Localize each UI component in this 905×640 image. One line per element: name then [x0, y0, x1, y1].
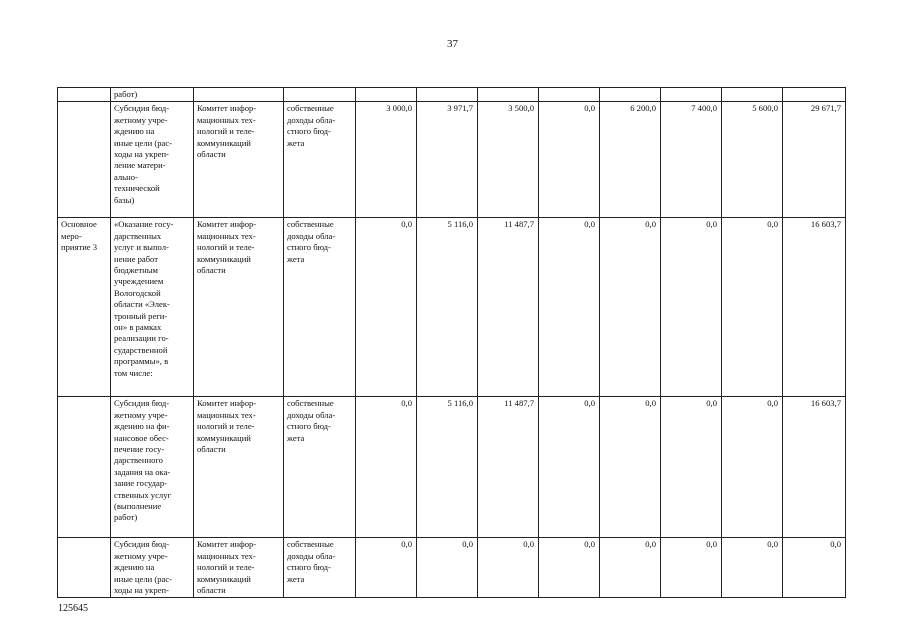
funding-source-cell-line: стного бюд-: [287, 421, 331, 432]
funding-source-cell-line: доходы обла-: [287, 114, 336, 125]
total-value-cell: [783, 88, 846, 102]
funding-source-cell-line: жета: [287, 253, 305, 264]
executor-cell-line: Комитет инфор-: [197, 103, 257, 114]
table-row: [58, 102, 846, 218]
funding-source-cell: [284, 538, 356, 598]
measure-name-cell-line: ственных услуг: [114, 489, 172, 500]
funding-source-cell: [284, 102, 356, 218]
measure-name-cell-line: ждению на: [114, 562, 155, 573]
measure-name-cell-line: нение работ: [114, 253, 158, 264]
document-id: 125645: [58, 603, 88, 614]
executor-cell-line: Комитет инфор-: [197, 539, 257, 550]
amount-cell: 0,0: [722, 538, 783, 598]
table-body: [58, 88, 846, 598]
executor-cell: [194, 102, 284, 218]
executor-cell-line: мационных тех-: [197, 550, 256, 561]
executor-cell-line: коммуникаций: [197, 573, 251, 584]
measure-name-cell-line: ждению на фи-: [114, 421, 170, 432]
amount-cell: 0,0: [356, 218, 417, 397]
measure-name-cell-line: Субсидия бюд-: [114, 539, 170, 550]
amount-cell: 0,0: [661, 397, 722, 538]
amount-cell: 0,0: [661, 218, 722, 397]
table-row: [58, 88, 846, 102]
measure-name-cell: [111, 397, 194, 538]
measure-name-cell-line: базы): [114, 194, 135, 205]
amount-cell: 11 487,7: [478, 397, 539, 538]
measure-name-cell-line: Субсидия бюд-: [114, 398, 170, 409]
measure-name-cell-line: зание государ-: [114, 478, 167, 489]
total-value-cell: 16 603,7: [783, 397, 846, 538]
executor-cell-line: коммуникаций: [197, 253, 251, 264]
measure-name-cell-line: он» в рамках: [114, 322, 162, 333]
table-row: [58, 538, 846, 598]
amount-cell: [539, 88, 600, 102]
measure-name-cell: [111, 102, 194, 218]
funding-source-cell-line: стного бюд-: [287, 562, 331, 573]
amount-cell: [722, 88, 783, 102]
executor-cell: [194, 538, 284, 598]
amount-cell: 5 600,0: [722, 102, 783, 218]
funding-source-cell: [284, 218, 356, 397]
measure-name-cell: [111, 88, 194, 102]
measure-name-cell-line: жетному учре-: [114, 114, 168, 125]
page-number: 37: [447, 38, 458, 50]
measure-name-cell-line: «Оказание госу-: [114, 219, 174, 230]
measure-name-cell-line: печение госу-: [114, 444, 165, 455]
executor-cell-line: нологий и теле-: [197, 242, 255, 253]
total-value-cell: 29 671,7: [783, 102, 846, 218]
amount-cell: 6 200,0: [600, 102, 661, 218]
measure-name-cell-line: услуг и выпол-: [114, 242, 169, 253]
measure-name-cell-line: нансовое обес-: [114, 432, 169, 443]
funding-source-cell-line: стного бюд-: [287, 242, 331, 253]
funding-source-cell-line: собственные: [287, 398, 334, 409]
measure-name-cell-line: работ): [114, 89, 138, 99]
measure-name-cell: [111, 538, 194, 598]
row-label-cell: [58, 218, 111, 397]
amount-cell: 5 116,0: [417, 397, 478, 538]
measure-name-cell-line: Субсидия бюд-: [114, 103, 170, 114]
measure-name-cell-line: технической: [114, 183, 160, 194]
measure-name-cell-line: ждению на: [114, 126, 155, 137]
measure-name-cell: [111, 218, 194, 397]
amount-cell: 0,0: [356, 538, 417, 598]
executor-cell-line: мационных тех-: [197, 409, 256, 420]
amount-cell: 0,0: [600, 397, 661, 538]
measure-name-cell-line: Вологодской: [114, 287, 161, 298]
amount-cell: 0,0: [539, 102, 600, 218]
row-label-cell: [58, 397, 111, 538]
funding-source-cell: [284, 397, 356, 538]
funding-source-cell-line: доходы обла-: [287, 550, 336, 561]
measure-name-cell-line: бюджетным: [114, 265, 158, 276]
measure-name-cell-line: ходы на укреп-: [114, 149, 169, 160]
total-value-cell: 16 603,7: [783, 218, 846, 397]
amount-cell: 11 487,7: [478, 218, 539, 397]
funding-source-cell-line: собственные: [287, 219, 334, 230]
amount-cell: 0,0: [722, 218, 783, 397]
table-row: [58, 218, 846, 397]
budget-table: [57, 87, 846, 598]
measure-name-cell-line: дарственных: [114, 230, 162, 241]
measure-name-cell-line: реализации го-: [114, 333, 169, 344]
amount-cell: 3 971,7: [417, 102, 478, 218]
funding-source-cell-line: доходы обла-: [287, 230, 336, 241]
measure-name-cell-line: ально-: [114, 171, 138, 182]
executor-cell-line: Комитет инфор-: [197, 398, 257, 409]
measure-name-cell-line: дарственного: [114, 455, 163, 466]
amount-cell: 0,0: [478, 538, 539, 598]
executor-cell-line: нологий и теле-: [197, 421, 255, 432]
row-label-cell-line: приятие 3: [61, 242, 98, 253]
row-label-cell: [58, 538, 111, 598]
amount-cell: [417, 88, 478, 102]
total-value-cell: 0,0: [783, 538, 846, 598]
amount-cell: 3 500,0: [478, 102, 539, 218]
measure-name-cell-line: жетному учре-: [114, 550, 168, 561]
measure-name-cell-line: работ): [114, 512, 138, 523]
executor-cell: [194, 397, 284, 538]
measure-name-cell-line: сударственной: [114, 344, 168, 355]
amount-cell: [478, 88, 539, 102]
measure-name-cell-line: ходы на укреп-: [114, 585, 169, 596]
funding-source-cell-line: жета: [287, 573, 305, 584]
amount-cell: 0,0: [417, 538, 478, 598]
row-label-cell: [58, 102, 111, 218]
executor-cell-line: нологий и теле-: [197, 562, 255, 573]
row-label-cell-line: Основное: [61, 219, 97, 230]
amount-cell: 5 116,0: [417, 218, 478, 397]
executor-cell-line: области: [197, 265, 226, 276]
executor-cell: [194, 218, 284, 397]
measure-name-cell-line: иные цели (рас-: [114, 137, 173, 148]
measure-name-cell-line: (выполнение: [114, 501, 162, 512]
measure-name-cell-line: области «Элек-: [114, 299, 170, 310]
funding-source-cell-line: собственные: [287, 103, 334, 114]
measure-name-cell-line: том числе:: [114, 367, 153, 378]
amount-cell: [661, 88, 722, 102]
executor-cell-line: области: [197, 444, 226, 455]
amount-cell: 0,0: [600, 538, 661, 598]
executor-cell-line: нологий и теле-: [197, 126, 255, 137]
executor-cell: [194, 88, 284, 102]
amount-cell: 0,0: [722, 397, 783, 538]
amount-cell: 0,0: [539, 397, 600, 538]
funding-source-cell-line: стного бюд-: [287, 126, 331, 137]
funding-source-cell-line: жета: [287, 137, 305, 148]
amount-cell: 0,0: [539, 538, 600, 598]
executor-cell-line: области: [197, 149, 226, 160]
funding-source-cell-line: собственные: [287, 539, 334, 550]
executor-cell-line: коммуникаций: [197, 137, 251, 148]
executor-cell-line: коммуникаций: [197, 432, 251, 443]
measure-name-cell-line: жетному учре-: [114, 409, 168, 420]
row-label-cell-line: меро-: [61, 230, 82, 241]
executor-cell-line: мационных тех-: [197, 114, 256, 125]
executor-cell-line: мационных тех-: [197, 230, 256, 241]
measure-name-cell-line: учреждением: [114, 276, 164, 287]
executor-cell-line: области: [197, 585, 226, 596]
funding-source-cell-line: доходы обла-: [287, 409, 336, 420]
amount-cell: 0,0: [600, 218, 661, 397]
measure-name-cell-line: иные цели (рас-: [114, 573, 173, 584]
amount-cell: 0,0: [356, 397, 417, 538]
amount-cell: 0,0: [661, 538, 722, 598]
funding-source-cell: [284, 88, 356, 102]
measure-name-cell-line: тронный реги-: [114, 310, 168, 321]
executor-cell-line: Комитет инфор-: [197, 219, 257, 230]
funding-source-cell-line: жета: [287, 432, 305, 443]
row-label-cell: [58, 88, 111, 102]
table-row: [58, 397, 846, 538]
amount-cell: 0,0: [539, 218, 600, 397]
amount-cell: 7 400,0: [661, 102, 722, 218]
measure-name-cell-line: ление матери-: [114, 160, 166, 171]
measure-name-cell-line: программы», в: [114, 356, 169, 367]
measure-name-cell-line: задания на ока-: [114, 466, 171, 477]
amount-cell: [356, 88, 417, 102]
amount-cell: [600, 88, 661, 102]
amount-cell: 3 000,0: [356, 102, 417, 218]
